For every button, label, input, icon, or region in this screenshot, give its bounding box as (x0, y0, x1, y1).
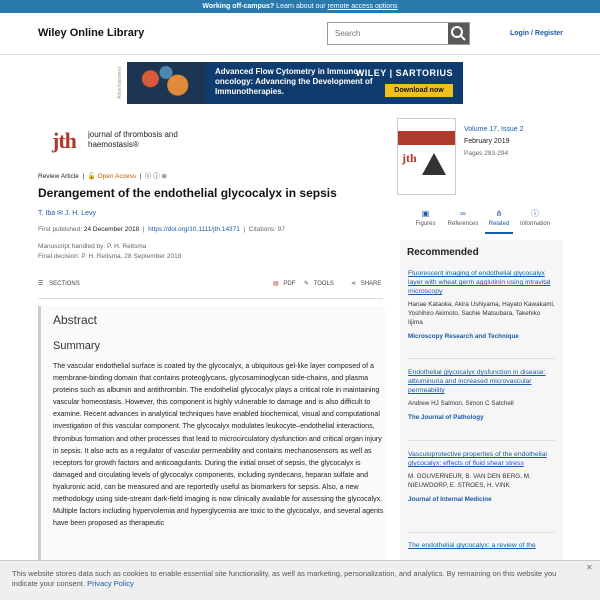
remote-access-link[interactable]: remote access options (327, 3, 398, 10)
recommended-authors: M. GOUVERNEUR, B. VAN DEN BERG, M. NIEUWDORP, E. STROES, H. VINK (408, 473, 531, 489)
tab-label: Figures (415, 221, 436, 227)
divider (408, 358, 555, 359)
image-icon: ▣ (421, 209, 430, 218)
abstract-body: The vascular endothelial surface is coated by the glycocalyx, a ubiquitous gel-like layer composed of a membrane-binding domain that contains proteoglycans, glycosaminoglycan side-chains, and plasma proteins such as albumin and antithrombin. The endothelial glycocalyx plays a critical role in maintaining vascular homeostasis. However, this component is highly vulnerable to damage and is also difficult to examine. Recent advances in analytical techniques have enabled biochemical, visual and computational investigation of this vascular component. The glycocalyx modulates leukocyte–endothelial interactions, thrombus formation and other processes that lead to microcirculatory dysfunction and critical organ injury in sepsis. It also acts as a regulator of vascular permeability and contains mechanosensors as well as receptors for growth factors and anticoagulants. During the initial onset of sepsis, the glycocalyx is damaged and circulating levels of glycocalyx components, including syndecans, heparan sulfate and hyaluronic acid, can be measured and are reportedly useful as biomarkers for sepsis. Also, a new methodology using side-stream dark-field imaging is now clinically available for assessing the glycocalyx. Multiple factors including hypervolemia and hyperglycemia are toxic to the glycocalyx, and several agents have been proposed as therapeutic (53, 362, 384, 528)
cover-graphic (422, 153, 446, 175)
recommended-title-link[interactable]: Vasculoprotective properties of the endothelial glycocalyx: effects of fluid shear stress (408, 451, 547, 467)
list-item (408, 269, 555, 340)
search-box (327, 22, 470, 45)
handled-by: Manuscript handled by: P. H. Reitsma (38, 243, 147, 250)
tab-label: Related (488, 221, 510, 227)
recommended-title-link[interactable]: Endothelial glycocalyx dysfunction in disease: albuminuria and increased microvascular permeability (408, 369, 546, 394)
sections-button[interactable]: ☰ SECTIONS (38, 281, 80, 287)
wiley-logo[interactable]: Wiley Online Library (38, 27, 145, 39)
recommended-panel (400, 240, 563, 560)
tab-label: References (447, 221, 479, 227)
cover-journal-mark: jth (402, 151, 417, 165)
list-item (408, 368, 555, 421)
final-decision: Final decision: P. H. Reitsma, 28 September 2018 (38, 253, 182, 260)
recommended-title-link[interactable]: The endothelial glycocalyx: a review of the (408, 542, 536, 549)
citations-count[interactable]: Citations: 97 (248, 226, 285, 233)
tab-references[interactable] (444, 208, 482, 234)
site-header (0, 13, 600, 55)
cookie-banner (0, 560, 600, 600)
advertisement[interactable] (117, 62, 463, 104)
ad-download-button[interactable]: Download now (385, 84, 453, 97)
issue-month: February 2019 (464, 138, 510, 145)
pdf-icon: ▤ (273, 281, 279, 287)
ad-brand: WILEY | SARTORIUS (355, 68, 453, 78)
first-published-label: First published: (38, 226, 83, 233)
share-button[interactable]: ⋖ SHARE (351, 281, 382, 287)
search-icon (448, 23, 469, 44)
tab-label: Information (519, 221, 550, 227)
tab-related[interactable] (485, 208, 513, 234)
share-icon: ⋖ (351, 281, 357, 287)
article-type: Review Article (38, 173, 79, 180)
tab-figures[interactable] (407, 208, 444, 234)
tab-information[interactable] (515, 208, 555, 234)
journal-mark: jth (52, 128, 76, 153)
divider (408, 440, 555, 441)
network-icon: ⋔ (495, 209, 503, 218)
ad-label: Advertisement (117, 67, 123, 99)
link-icon: ∞ (460, 209, 466, 218)
banner-bold: Working off-campus? (202, 3, 275, 10)
recommended-title-link[interactable]: Fluorescent imaging of endothelial glycocalyx layer with wheat germ agglutinin using intravital microscopy (408, 270, 551, 295)
recommended-source-link[interactable]: Journal of Internal Medicine (408, 496, 492, 503)
ad-text: Advanced Flow Cytometry in Immuno-oncology: Advancing the Development of Immunotherapies. (215, 67, 373, 96)
cc-license-icon: ⓒ ⓘ ⊜ (144, 173, 167, 180)
divider (408, 532, 555, 533)
journal-name: journal of thrombosis and haemostasis® (88, 130, 178, 149)
recommended-heading: Recommended (407, 247, 479, 258)
list-item (408, 450, 555, 503)
volume-issue-link[interactable]: Volume 17, Issue 2 (464, 126, 524, 133)
privacy-policy-link[interactable]: Privacy Policy (87, 579, 134, 588)
recommended-source-link[interactable]: The Journal of Pathology (408, 414, 484, 421)
summary-heading: Summary (53, 340, 101, 352)
wrench-icon: ✎ (304, 281, 310, 287)
search-input[interactable] (328, 23, 449, 44)
cookie-message: This website stores data such as cookies to enable essential site functionality, as well as marketing, personalization, and analytics. By remaining on this website you indicate your consent. (12, 569, 557, 588)
recommended-authors: Hanae Kataoka, Akira Ushiyama, Hayato Kawakami, Yoshihiro Akimoto, Sachie Matsubara, Takehiko Iijima (408, 301, 555, 326)
list-item (408, 541, 555, 550)
side-tabs (407, 208, 562, 234)
open-access-label: Open Access (97, 173, 136, 180)
article-toolbar (38, 280, 383, 292)
issue-pages: Pages 283-294 (464, 150, 509, 157)
article-title: Derangement of the endothelial glycocalyx in sepsis (38, 186, 337, 200)
info-icon: ⓘ (531, 209, 539, 218)
article-type-line: Review Article | 🔓 Open Access | ⓒ ⓘ ⊜ (38, 173, 167, 180)
close-icon[interactable]: ✕ (586, 563, 593, 572)
doi-link[interactable]: https://doi.org/10.1111/jth.14371 (148, 226, 240, 233)
recommended-authors: Andrew HJ Salmon, Simon C Satchell (408, 400, 514, 407)
access-banner (0, 0, 600, 13)
banner-text: Learn about our (276, 3, 326, 10)
author-list (38, 209, 96, 217)
search-button[interactable] (448, 23, 469, 44)
pdf-button[interactable]: ▤ PDF (273, 281, 296, 287)
author-link[interactable]: T. Iba (38, 210, 56, 217)
handling-info (38, 242, 181, 262)
list-icon: ☰ (38, 281, 44, 287)
ad-body (205, 62, 463, 104)
author-link[interactable]: J. H. Levy (64, 210, 97, 217)
email-icon[interactable]: ✉ (57, 210, 63, 217)
publication-info: First published: 24 December 2018 | https://doi.org/10.1111/jth.14371 | Citations: 97 (38, 226, 285, 233)
recommended-source-link[interactable]: Microscopy Research and Technique (408, 333, 519, 340)
tools-button[interactable]: ✎ TOOLS (304, 281, 334, 287)
open-access-icon: 🔓 (87, 173, 96, 180)
abstract-heading: Abstract (53, 313, 98, 327)
cover-band (398, 131, 456, 145)
ad-image (127, 62, 205, 104)
divider (38, 298, 383, 299)
abstract-section (38, 306, 385, 566)
first-published-date: 24 December 2018 (83, 226, 140, 233)
login-register-link[interactable]: Login / Register (510, 30, 563, 37)
cookie-text (12, 569, 582, 589)
issue-cover[interactable] (397, 118, 456, 195)
